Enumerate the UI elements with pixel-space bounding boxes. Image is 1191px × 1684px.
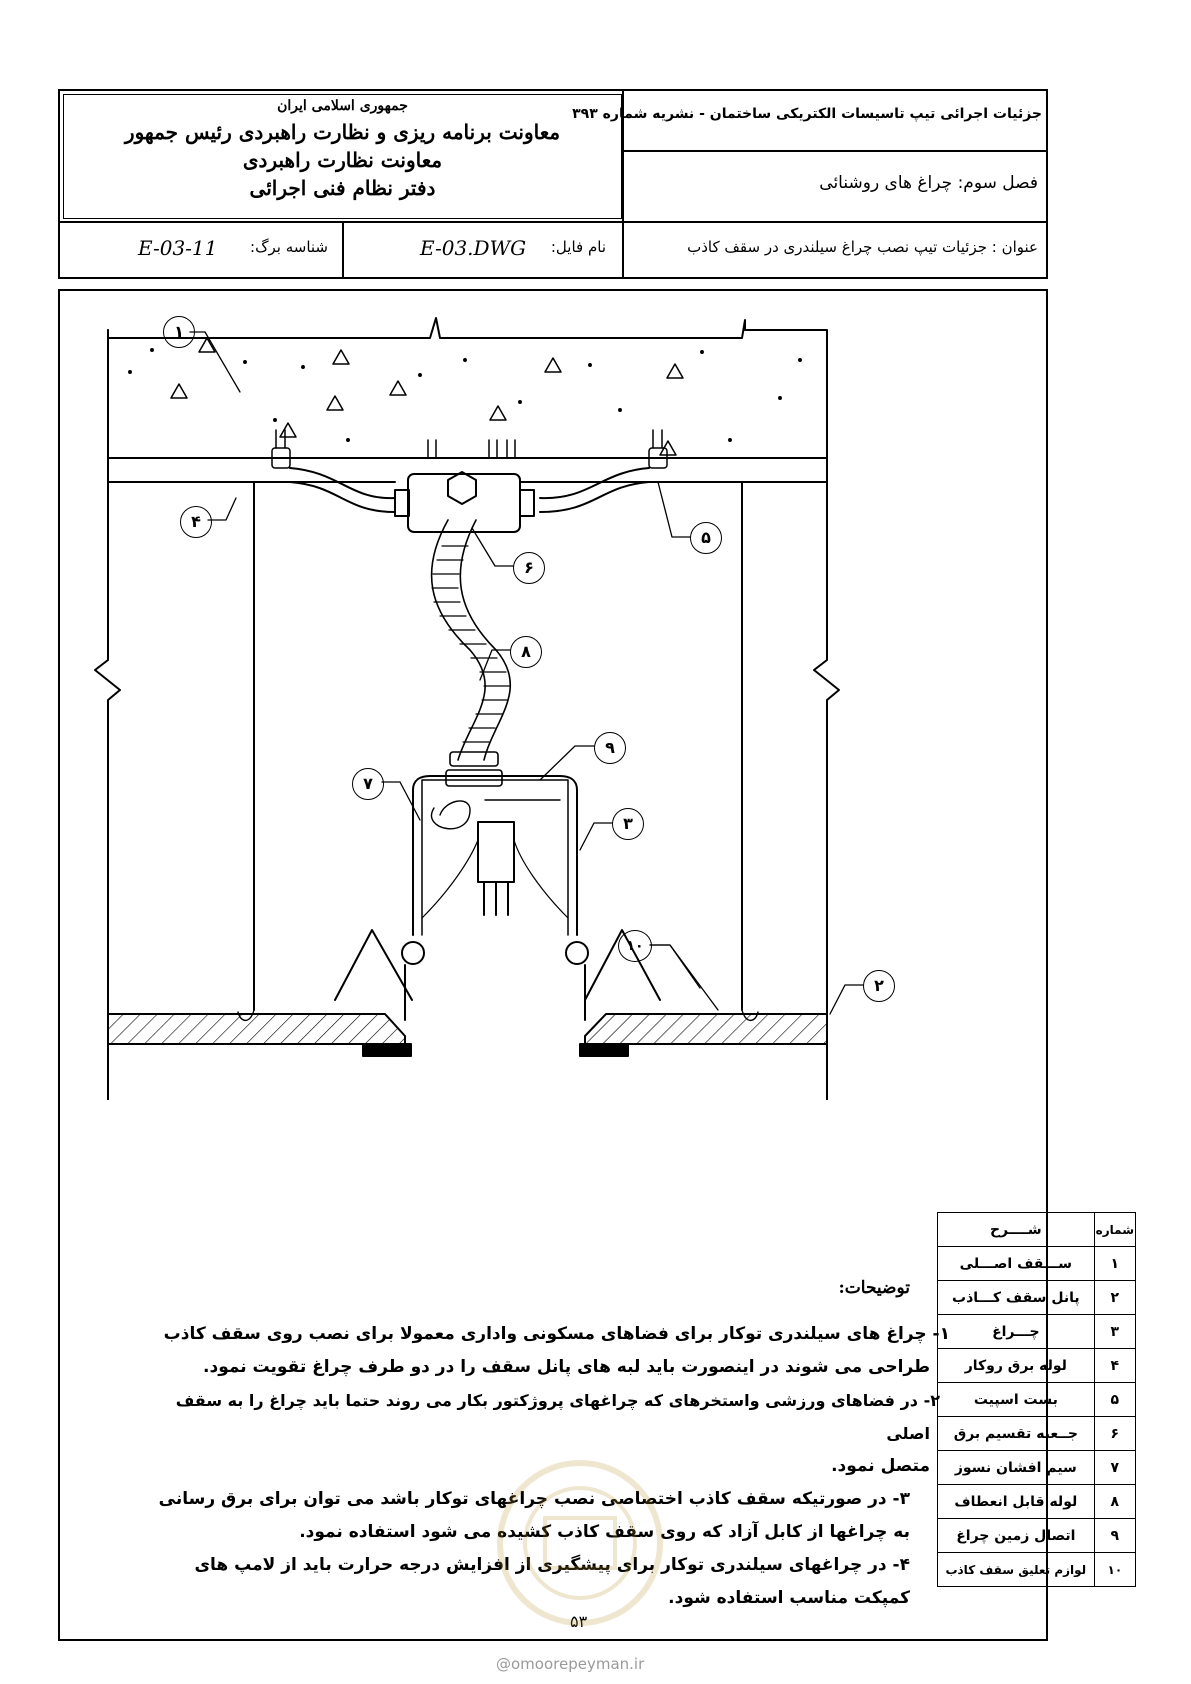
callout-10: ۱۰ xyxy=(618,930,652,962)
chapter-text: فصل سوم: چراغ های روشنائی xyxy=(819,173,1038,193)
legend-row xyxy=(938,1383,1136,1417)
legend-num: ۸ xyxy=(1094,1485,1135,1519)
legend-num: ۷ xyxy=(1094,1451,1135,1485)
note-line: ۴- در چراغهای سیلندری توکار برای پیشگیری از افزایش درجه حرارت باید از لامپ های xyxy=(194,1555,910,1575)
luminaire-housing xyxy=(413,776,577,935)
org-line-2: معاونت برنامه ریزی و نظارت راهبردی رئیس جمهور xyxy=(124,120,561,144)
legend-desc: چـــراغ xyxy=(938,1315,1095,1349)
notes-heading-text: توضیحات: xyxy=(838,1278,910,1298)
page-number: ۵۳ xyxy=(570,1612,588,1631)
legend-num: ۲ xyxy=(1094,1281,1135,1315)
legend-row xyxy=(938,1349,1136,1383)
anchor-bolts xyxy=(272,430,667,468)
ceiling-hangers xyxy=(238,482,758,1020)
legend-row xyxy=(938,1451,1136,1485)
legend-row xyxy=(938,1519,1136,1553)
sheet-id: E-03-11 xyxy=(138,236,218,260)
legend-num: ۳ xyxy=(1094,1315,1135,1349)
legend-desc: ســـقف اصـــلی xyxy=(938,1247,1095,1281)
drawing-title: عنوان : جزئیات تیپ نصب چراغ سیلندری در سقف کاذب xyxy=(687,238,1038,256)
callout-4: ۴ xyxy=(180,506,212,538)
junction-box xyxy=(395,472,534,532)
callout-7: ۷ xyxy=(352,768,384,800)
legend-row xyxy=(938,1315,1136,1349)
publication-text: جزئیات اجرائی تیپ تاسیسات الکتریکی ساختمان - نشریه شماره ۳۹۳ xyxy=(572,106,1042,122)
legend-row xyxy=(938,1553,1136,1587)
false-ceiling-panels xyxy=(108,1014,827,1056)
file-label: نام فایل: xyxy=(550,238,606,256)
legend-table xyxy=(937,1212,1136,1587)
note-line: طراحی می شوند در اینصورت باید لبه های پانل سقف را در دو طرف چراغ تقویت نمود. xyxy=(203,1357,930,1377)
org-line-4: دفتر نظام فنی اجرائی xyxy=(249,176,436,200)
flexible-conduit xyxy=(432,520,511,786)
reflector-springs xyxy=(335,930,660,1020)
notes-heading xyxy=(760,1272,910,1305)
legend-desc: جــعبه تقسیم برق xyxy=(938,1417,1095,1451)
org-line-1: جمهوری اسلامی ایران xyxy=(277,98,408,114)
note-line: متصل نمود. xyxy=(831,1456,930,1476)
legend-num: ۴ xyxy=(1094,1349,1135,1383)
slab-aggregate xyxy=(129,338,801,455)
legend-desc: پانل سقف کـــاذب xyxy=(938,1281,1095,1315)
callout-2: ۲ xyxy=(863,970,895,1002)
callout-5: ۵ xyxy=(690,522,722,554)
legend-num: ۵ xyxy=(1094,1383,1135,1417)
legend-desc: بست اسپیت xyxy=(938,1383,1095,1417)
note-line: ۱- چراغ های سیلندری توکار برای فضاهای مسکونی واداری معمولا برای نصب روی سقف کاذب xyxy=(163,1324,950,1344)
callout-9: ۹ xyxy=(594,732,626,764)
callout-6: ۶ xyxy=(513,552,545,584)
legend-num: ۹ xyxy=(1094,1519,1135,1553)
legend-header-desc: شــــرح xyxy=(938,1213,1095,1247)
watermark-seal xyxy=(485,1448,675,1638)
leader-lines xyxy=(190,332,863,1014)
legend-desc: لوله قابل انعطاف xyxy=(938,1485,1095,1519)
note-line: ۳- در صورتیکه سقف کاذب اختصاصی نصب چراغهای توکار باشد می توان برای برق رسانی xyxy=(158,1489,910,1509)
callout-8: ۸ xyxy=(510,636,542,668)
surface-conduit xyxy=(108,458,827,482)
callout-3: ۳ xyxy=(612,808,644,840)
sheet-label: شناسه برگ: xyxy=(250,238,328,256)
org-line-3: معاونت نظارت راهبردی xyxy=(242,148,443,172)
legend-desc: لوازم تعلیق سقف کاذب xyxy=(938,1553,1095,1587)
legend-header-row xyxy=(938,1213,1136,1247)
note-line: به چراغها از کابل آزاد که روی سقف کاذب کشیده می شود استفاده نمود. xyxy=(299,1522,910,1542)
file-name: E-03.DWG xyxy=(420,236,527,260)
legend-num: ۶ xyxy=(1094,1417,1135,1451)
legend-row xyxy=(938,1485,1136,1519)
callout-1: ۱ xyxy=(163,316,195,348)
watermark-text: @omoorepeyman.ir xyxy=(496,1655,645,1673)
legend-row xyxy=(938,1247,1136,1281)
wall-break-lines xyxy=(95,482,839,1100)
legend-num: ۱ xyxy=(1094,1247,1135,1281)
legend-num: ۱۰ xyxy=(1094,1553,1135,1587)
legend-desc: لوله برق روکار xyxy=(938,1349,1095,1383)
legend-header-number: شماره xyxy=(1094,1213,1135,1247)
note-line: کمپکت مناسب استفاده شود. xyxy=(668,1588,910,1608)
main-slab xyxy=(108,318,827,458)
legend-desc: سیم افشان نسوز xyxy=(938,1451,1095,1485)
legend-row xyxy=(938,1281,1136,1315)
note-line: ۲- در فضاهای ورزشی واستخرهای که چراغهای پروژکتور بکار می روند حتما باید چراغ را به سقف اصلی xyxy=(175,1391,940,1443)
legend-desc: اتصال زمین چراغ xyxy=(938,1519,1095,1553)
legend-row xyxy=(938,1417,1136,1451)
